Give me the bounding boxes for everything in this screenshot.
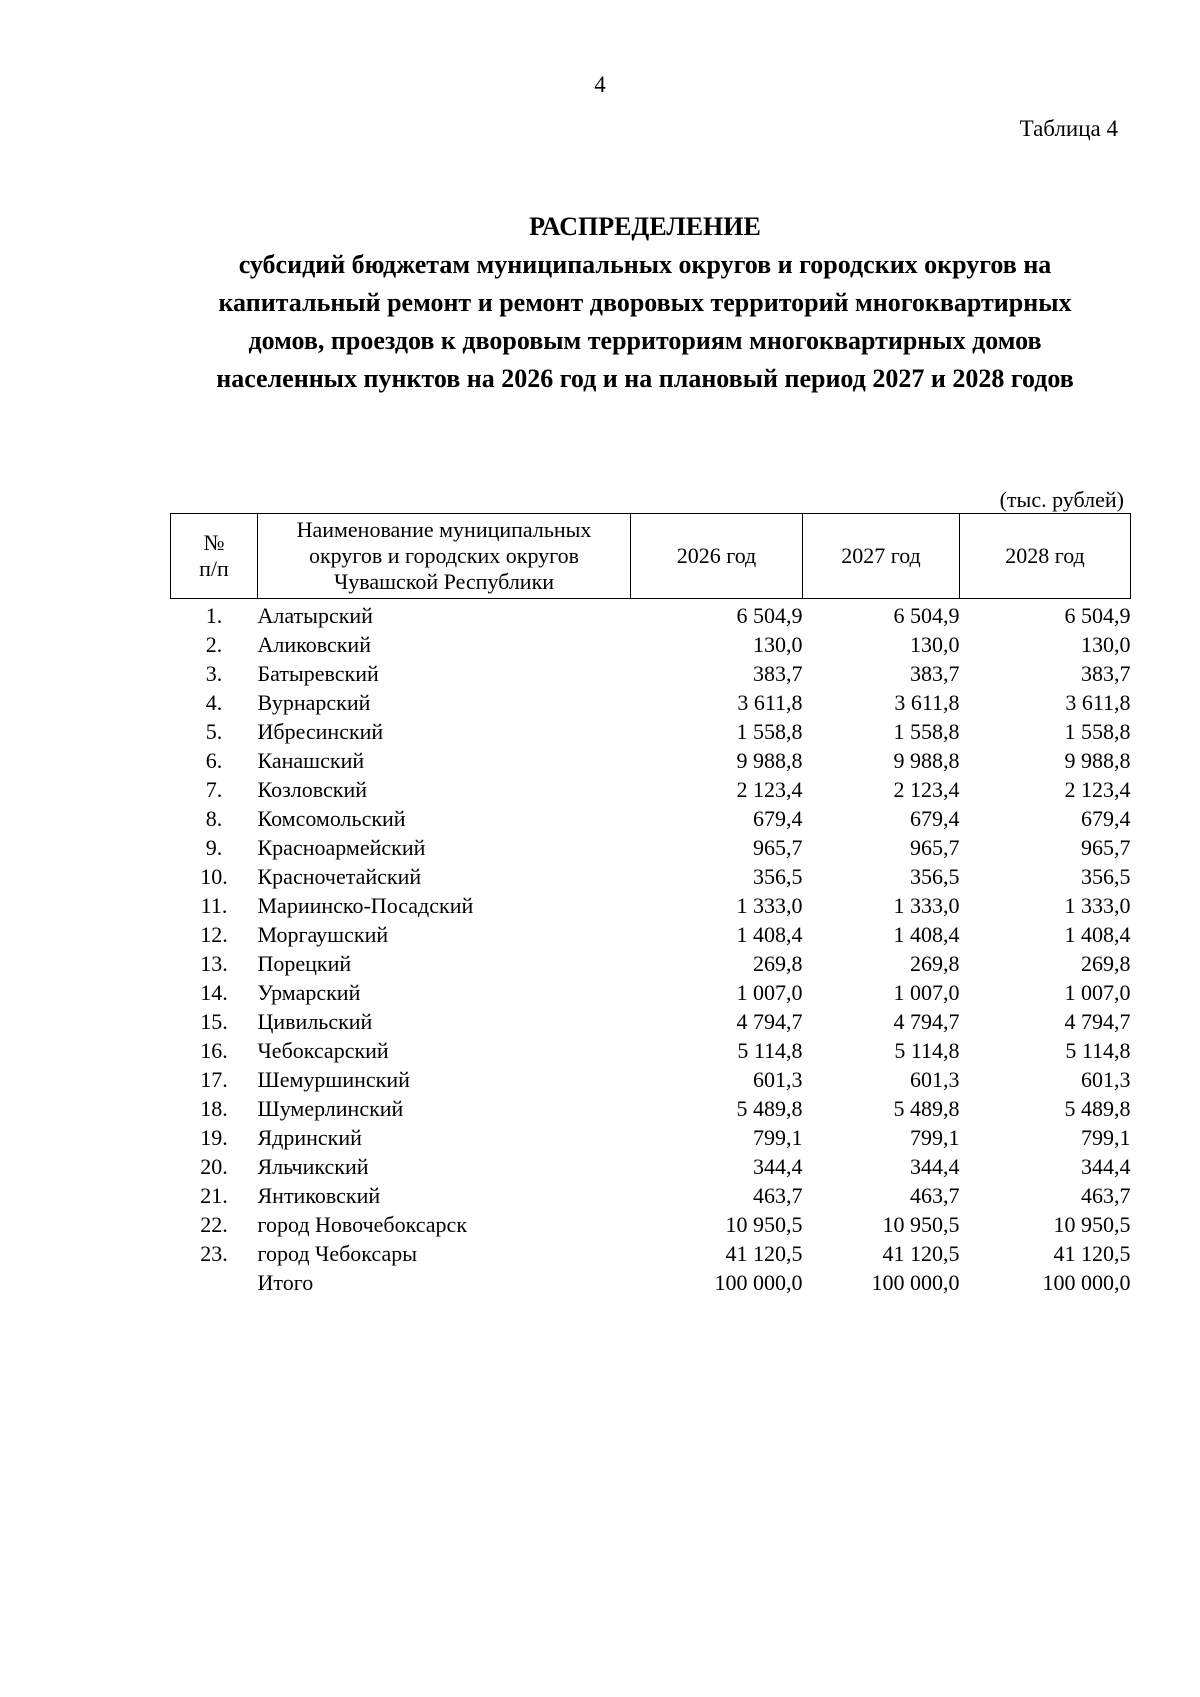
row-number: 12.: [200, 922, 228, 947]
row-2027: 5 114,8: [894, 1038, 960, 1063]
table-header-row: [171, 514, 1131, 599]
row-2028: 383,7: [1081, 661, 1131, 686]
table-row: [171, 1181, 1131, 1210]
row-2026: 1 408,4: [736, 922, 803, 947]
header-name-line: Чувашской Республики: [333, 569, 555, 594]
row-2027: 965,7: [910, 835, 960, 860]
table-row: [171, 630, 1131, 659]
table-row: [171, 862, 1131, 891]
table-row: [171, 746, 1131, 775]
header-name-line: округов и городских округов: [308, 543, 580, 568]
row-name: Козловский: [257, 777, 368, 802]
distribution-table: [170, 513, 1131, 1297]
table-row: [171, 1123, 1131, 1152]
row-2026: 9 988,8: [736, 748, 803, 773]
row-2027: 679,4: [910, 806, 960, 831]
row-number: 17.: [200, 1067, 228, 1092]
row-2027: 2 123,4: [893, 777, 960, 802]
header-num-line: №: [203, 530, 225, 555]
document-title: [120, 208, 1170, 398]
row-2026: 679,4: [753, 806, 803, 831]
row-2026: 383,7: [753, 661, 803, 686]
row-2028: 965,7: [1081, 835, 1131, 860]
row-name: Мариинско-Посадский: [257, 893, 474, 918]
row-number: 16.: [200, 1038, 228, 1063]
row-2027: 356,5: [910, 864, 960, 889]
row-2026: 799,1: [753, 1125, 803, 1150]
row-2027: 5 489,8: [893, 1096, 960, 1121]
table-row: [171, 599, 1131, 631]
row-2028: 10 950,5: [1053, 1212, 1131, 1237]
table-row: [171, 775, 1131, 804]
row-name: Ибресинский: [257, 719, 384, 744]
row-name: Чебоксарский: [257, 1038, 389, 1063]
row-number: [171, 1268, 258, 1297]
row-number: 21.: [200, 1183, 228, 1208]
table-label: Таблица 4: [1019, 116, 1118, 141]
table-row: [171, 920, 1131, 949]
table-row: [171, 659, 1131, 688]
row-2028: 130,0: [1081, 632, 1131, 657]
row-number: 10.: [200, 864, 228, 889]
row-2027: 383,7: [910, 661, 960, 686]
header-name-line: Наименование муниципальных: [296, 517, 592, 542]
row-2026: 3 611,8: [737, 690, 803, 715]
row-name: Порецкий: [257, 951, 352, 976]
row-number: 8.: [205, 806, 223, 831]
table-row: [171, 1007, 1131, 1036]
row-2027: 1 007,0: [893, 980, 960, 1005]
row-2028: 1 333,0: [1064, 893, 1131, 918]
row-number: 15.: [200, 1009, 228, 1034]
table-row: [171, 1065, 1131, 1094]
row-2026: 965,7: [753, 835, 803, 860]
row-name: Урмарский: [257, 980, 361, 1005]
row-2026: 356,5: [753, 864, 803, 889]
row-2026: 130,0: [753, 632, 803, 657]
row-name: Красночетайский: [257, 864, 422, 889]
row-2028: 5 489,8: [1064, 1096, 1131, 1121]
row-2026: 1 558,8: [736, 719, 803, 744]
row-2026: 1 333,0: [736, 893, 803, 918]
row-2026: 10 950,5: [725, 1212, 803, 1237]
row-number: 19.: [200, 1125, 228, 1150]
table-row: [171, 891, 1131, 920]
row-name: Алатырский: [257, 603, 373, 628]
row-name: город Чебоксары: [257, 1241, 418, 1266]
row-2027: 3 611,8: [894, 690, 960, 715]
row-2026: 6 504,9: [736, 603, 803, 628]
table-row: [171, 717, 1131, 746]
row-number: 6.: [205, 748, 223, 773]
row-2026: 463,7: [753, 1183, 803, 1208]
row-number: 13.: [200, 951, 228, 976]
row-name: Батыревский: [257, 661, 379, 686]
row-2028: 9 988,8: [1064, 748, 1131, 773]
row-2026: 1 007,0: [736, 980, 803, 1005]
row-number: 23.: [200, 1241, 228, 1266]
row-number: 3.: [205, 661, 223, 686]
row-number: 14.: [200, 980, 228, 1005]
row-2028: 344,4: [1081, 1154, 1131, 1179]
row-2028: 601,3: [1081, 1067, 1131, 1092]
row-2028: 2 123,4: [1064, 777, 1131, 802]
row-2027: 130,0: [910, 632, 960, 657]
row-2027: 1 558,8: [893, 719, 960, 744]
table-body: [171, 599, 1131, 1298]
row-2027: 41 120,5: [882, 1241, 960, 1266]
title-heading: РАСПРЕДЕЛЕНИЕ: [529, 212, 761, 241]
row-name: Яльчикский: [257, 1154, 369, 1179]
row-name: Канашский: [257, 748, 365, 773]
table-row: [171, 833, 1131, 862]
row-number: 22.: [200, 1212, 228, 1237]
row-name: город Новочебоксарск: [257, 1212, 468, 1237]
row-number: 9.: [205, 835, 223, 860]
row-name: Аликовский: [257, 632, 371, 657]
total-2028: 100 000,0: [1042, 1270, 1131, 1295]
row-number: 1.: [205, 603, 223, 628]
table-row: [171, 1152, 1131, 1181]
row-name: Моргаушский: [257, 922, 389, 947]
row-number: 11.: [200, 893, 228, 918]
row-name: Шумерлинский: [257, 1096, 404, 1121]
header-num: [171, 514, 258, 599]
total-row: [171, 1268, 1131, 1297]
title-line: субсидий бюджетам муниципальных округов и городских округов на: [238, 250, 1052, 279]
title-line: капитальный ремонт и ремонт дворовых территорий многоквартирных: [218, 288, 1072, 317]
row-2028: 4 794,7: [1064, 1009, 1131, 1034]
table-row: [171, 1239, 1131, 1268]
row-2027: 1 408,4: [893, 922, 960, 947]
row-number: 5.: [205, 719, 223, 744]
row-2027: 799,1: [910, 1125, 960, 1150]
row-2026: 601,3: [753, 1067, 803, 1092]
title-line: домов, проездов к дворовым территориям многоквартирных домов: [248, 326, 1042, 355]
total-2026: 100 000,0: [714, 1270, 803, 1295]
row-name: Цивильский: [257, 1009, 373, 1034]
row-2028: 269,8: [1081, 951, 1131, 976]
row-2026: 5 489,8: [736, 1096, 803, 1121]
row-2028: 6 504,9: [1064, 603, 1131, 628]
row-2026: 2 123,4: [736, 777, 803, 802]
row-2027: 4 794,7: [893, 1009, 960, 1034]
row-2026: 269,8: [753, 951, 803, 976]
title-line: населенных пунктов на 2026 год и на плановый период 2027 и 2028 годов: [216, 364, 1074, 393]
table-row: [171, 1210, 1131, 1239]
row-2027: 10 950,5: [882, 1212, 960, 1237]
header-2026: 2026 год: [631, 514, 803, 599]
row-2027: 344,4: [910, 1154, 960, 1179]
row-2026: 4 794,7: [736, 1009, 803, 1034]
row-2028: 1 408,4: [1064, 922, 1131, 947]
row-name: Ядринский: [257, 1125, 362, 1150]
table-row: [171, 1094, 1131, 1123]
total-2027: 100 000,0: [871, 1270, 960, 1295]
row-2026: 41 120,5: [725, 1241, 803, 1266]
row-2028: 799,1: [1081, 1125, 1131, 1150]
row-2027: 269,8: [910, 951, 960, 976]
table-row: [171, 688, 1131, 717]
row-2027: 1 333,0: [893, 893, 960, 918]
row-number: 2.: [205, 632, 223, 657]
row-name: Вурнарский: [257, 690, 371, 715]
row-number: 4.: [205, 690, 223, 715]
table-row: [171, 949, 1131, 978]
header-num-line: п/п: [199, 556, 229, 581]
row-2027: 9 988,8: [893, 748, 960, 773]
row-name: Красноармейский: [257, 835, 426, 860]
header-2027: 2027 год: [803, 514, 960, 599]
row-2028: 356,5: [1081, 864, 1131, 889]
page-number: 4: [594, 72, 606, 97]
header-name: [258, 514, 631, 599]
row-name: Янтиковский: [257, 1183, 381, 1208]
row-2027: 6 504,9: [893, 603, 960, 628]
row-name: Комсомольский: [257, 806, 406, 831]
row-2027: 601,3: [910, 1067, 960, 1092]
row-2028: 679,4: [1081, 806, 1131, 831]
row-number: 20.: [200, 1154, 228, 1179]
total-label: Итого: [257, 1270, 314, 1295]
table-row: [171, 1036, 1131, 1065]
units-label: (тыс. рублей): [999, 487, 1124, 512]
row-number: 7.: [205, 777, 223, 802]
table-row: [171, 804, 1131, 833]
table-row: [171, 978, 1131, 1007]
row-2028: 3 611,8: [1065, 690, 1131, 715]
row-name: Шемуршинский: [257, 1067, 410, 1092]
row-2027: 463,7: [910, 1183, 960, 1208]
row-number: 18.: [200, 1096, 228, 1121]
row-2028: 1 558,8: [1064, 719, 1131, 744]
row-2026: 344,4: [753, 1154, 803, 1179]
row-2028: 463,7: [1081, 1183, 1131, 1208]
row-2028: 41 120,5: [1053, 1241, 1131, 1266]
row-2026: 5 114,8: [737, 1038, 803, 1063]
row-2028: 1 007,0: [1064, 980, 1131, 1005]
header-2028: 2028 год: [960, 514, 1131, 599]
row-2028: 5 114,8: [1065, 1038, 1131, 1063]
